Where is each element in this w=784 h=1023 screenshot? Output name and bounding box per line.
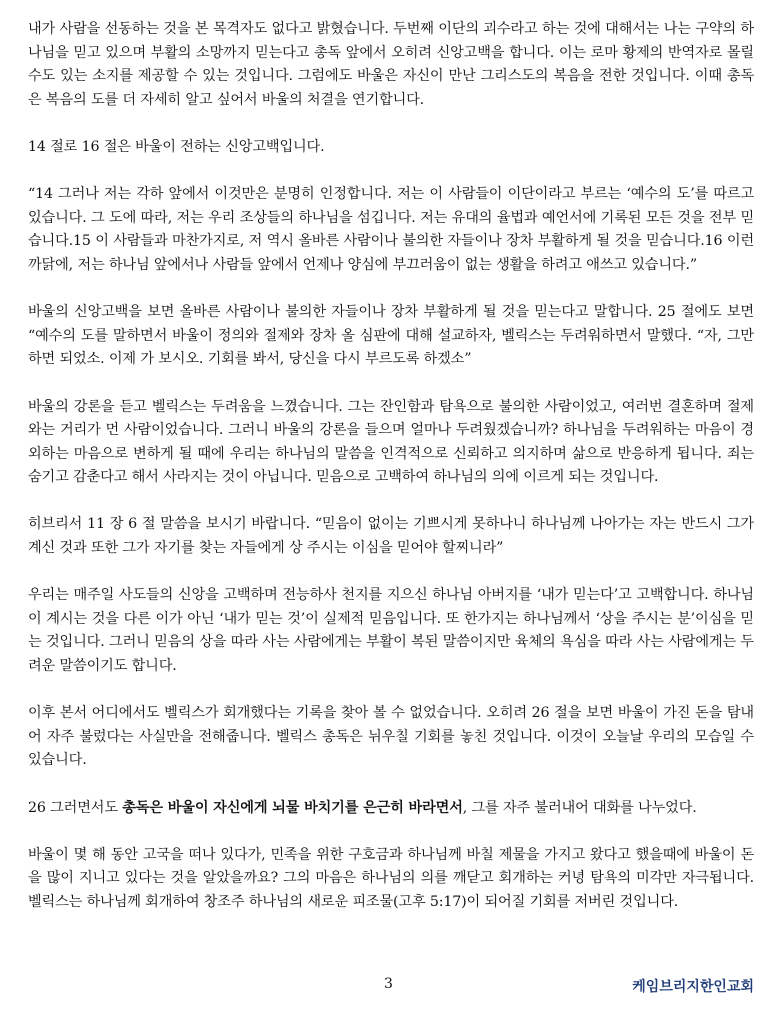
- paragraph-7: 우리는 매주일 사도들의 신앙을 고백하며 전능하사 천지를 지으신 하나님 아버지를 ‘내가 믿는다’고 고백합니다. 하나님이 계시는 것을 다른 이가 아닌 ‘내가 믿는 것’이 실제적 믿음입니다. 또 한가지는 하나님께서 ‘상을 주시는 분’이심을 믿는 것입니다. 그러니 믿음의 상을 따라 사는 사람에게는 부활이 복된 말씀이지만 육체의 욕심을 따라 사는 사람에게는 두려운 말씀이기도 합니다.: [28, 587, 754, 675]
- paragraph-verse-26: [28, 797, 754, 821]
- paragraph-5: 바울의 강론을 듣고 벨릭스는 두려움을 느꼈습니다. 그는 잔인함과 탐욕으로 불의한 사람이었고, 여러번 결혼하며 절제와는 거리가 먼 사람이었습니다. 그러니 바울의 강론을 들으며 얼마나 두려웠겠습니까? 하나님을 두려워하는 마음이 경외하는 마음으로 변하게 될 때에 우리는 하나님의 말씀을 인격적으로 신뢰하고 의지하며 삶으로 반응하게 됩니다. 죄는 숨기고 감춘다고 해서 사라지는 것이 아닙니다. 믿음으로 고백하여 하나님의 의에 이르게 되는 것입니다.: [28, 398, 754, 486]
- document-body: [28, 18, 754, 938]
- verse-26-bold: 총독은 바울이 자신에게 뇌물 바치기를 은근히 바라면서: [122, 799, 463, 816]
- paragraph-3: “14 그러나 저는 각하 앞에서 이것만은 분명히 인정합니다. 저는 이 사람들이 이단이라고 부르는 ‘예수의 도’를 따르고 있습니다. 그 도에 따라, 저는 우리 조상들의 하나님을 섬깁니다. 저는 유대의 율법과 예언서에 기록된 모든 것을 전부 믿습니다.15 이 사람들과 마찬가지로, 저 역시 올바른 사람이나 불의한 자들이나 장차 부활하게 될 것을 믿습니다.16 이런 까닭에, 저는 하나님 앞에서나 사람들 앞에서 언제나 양심에 부끄러움이 없는 생활을 하려고 애쓰고 있습니다.”: [28, 186, 754, 273]
- verse-26-suffix: , 그를 자주 불러내어 대화를 나누었다.: [462, 799, 697, 816]
- paragraph-1: 내가 사람을 선동하는 것을 본 목격자도 없다고 밝혔습니다. 두번째 이단의 괴수라고 하는 것에 대해서는 나는 구약의 하나님을 믿고 있으며 부활의 소망까지 믿는다고 총독 앞에서 오히려 신앙고백을 합니다. 이는 로마 황제의 반역자로 몰릴 수도 있는 소지를 제공할 수 있는 것입니다. 그럼에도 바울은 자신이 만난 그리스도의 복음을 전한 것입니다. 이때 총독은 복음의 도를 더 자세히 알고 싶어서 바울의 처결을 연기합니다.: [28, 21, 754, 108]
- paragraph-last: 바울이 몇 해 동안 고국을 떠나 있다가, 민족을 위한 구호금과 하나님께 바칠 제물을 가지고 왔다고 했을때에 바울이 돈을 많이 지니고 있다는 것을 알았을까요? 그의 마음은 하나님의 의를 깨닫고 회개하는 커녕 탐욕의 미각만 자극됩니다. 벨릭스는 하나님께 회개하여 창조주 하나님의 새로운 피조물(고후 5:17)이 되어질 기회를 저버린 것입니다.: [28, 846, 754, 910]
- verse-26-prefix: 26 그러면서도: [28, 799, 123, 816]
- paragraph-2: 14 절로 16 절은 바울이 전하는 신앙고백입니다.: [28, 138, 325, 155]
- church-name: 케임브리지한인교회: [632, 979, 754, 995]
- paragraph-8: 이후 본서 어디에서도 벨릭스가 회개했다는 기록을 찾아 볼 수 없었습니다. 오히려 26 절을 보면 바울이 가진 돈을 탐내어 자주 불렀다는 사실만을 전해줍니다. 벨릭스 총독은 뉘우칠 기회를 놓친 것입니다. 이것이 오늘날 우리의 모습일 수 있습니다.: [28, 705, 754, 769]
- page-number: 3: [384, 976, 393, 992]
- paragraph-6: 히브리서 11 장 6 절 말씀을 보시기 바랍니다. “믿음이 없이는 기쁘시게 못하나니 하나님께 나아가는 자는 반드시 그가 계신 것과 또한 그가 자기를 찾는 자들에게 상 주시는 이심을 믿어야 할찌니라”: [28, 516, 754, 557]
- paragraph-4: 바울의 신앙고백을 보면 올바른 사람이나 불의한 자들이나 장차 부활하게 될 것을 믿는다고 말합니다. 25 절에도 보면 “예수의 도를 말하면서 바울이 정의와 절제와 장차 올 심판에 대해 설교하자, 벨릭스는 두려워하면서 말했다. “자, 그만하면 되었소. 이제 가 보시오. 기회를 봐서, 당신을 다시 부르도록 하겠소”: [28, 304, 754, 368]
